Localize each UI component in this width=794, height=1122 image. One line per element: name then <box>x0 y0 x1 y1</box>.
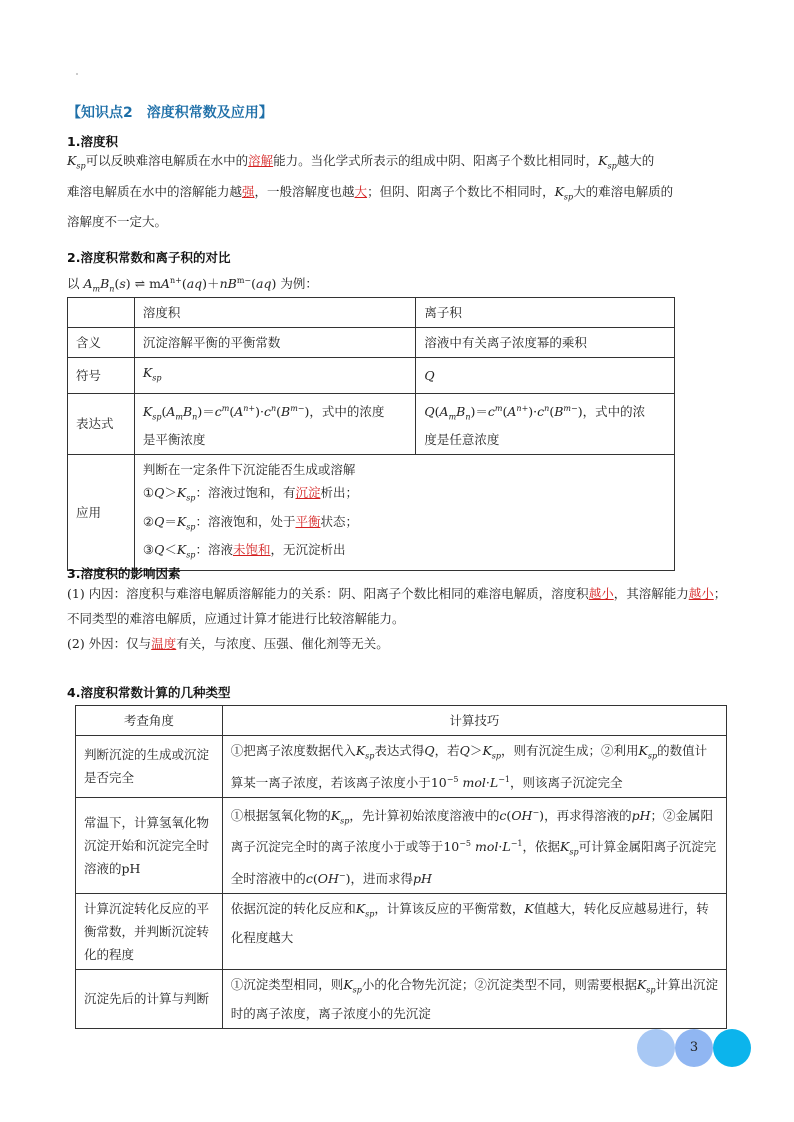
column-header: 考查角度 <box>76 706 223 736</box>
section-1-paragraph: $K_{sp}$可以反映难溶电解质在水中的溶解能力。当化学式所表示的组成中阴、阳离子个数比相同时，$K_{sp}$越大的 难溶电解质在水中的溶解能力越强，一般溶解度也越大；但阴、阳离子个数比不相同时，$K_{sp}$大的难溶电解质的 溶解度不一定大。 <box>67 153 674 229</box>
table-cell: 沉淀溶解平衡的平衡常数 <box>134 328 416 358</box>
comparison-table <box>67 297 675 571</box>
row-label: 符号 <box>68 358 135 394</box>
table-cell: ①沉淀类型相同，则$K_{sp}$小的化合物先沉淀；②沉淀类型不同，则需要根据$K_{sp}$计算出沉淀时的离子浓度，离子浓度小的先沉淀 <box>222 970 726 1029</box>
empty-header-cell <box>68 298 135 328</box>
decor-circle <box>637 1029 675 1067</box>
table-row <box>76 970 727 1029</box>
page-number-badge <box>637 1029 751 1067</box>
table-cell: $Q(A_mB_n)=c^m(A^{n+})\cdot c^n(B^{m-})$，式中的浓 度是任意浓度 <box>416 393 675 455</box>
table-cell: 判断在一定条件下沉淀能否生成或溶解 $①Q>K_{sp}$：溶液过饱和，有沉淀析出； $②Q=K_{sp}$：溶液饱和，处于平衡状态； $③Q<K_{sp}$：溶液未饱和，无沉淀析出 <box>134 455 674 571</box>
table-cell: Q <box>416 358 675 394</box>
table-cell: ①把离子浓度数据代入$K_{sp}$表达式得Q，若$Q>K_{sp}$，则有沉淀生成；②利用$K_{sp}$的数值计算某一离子浓度，若该离子浓度小于$10^{-5}$ $mol\cdot L^{-1}$，则该离子沉淀完全 <box>222 736 726 798</box>
table-cell: ①根据氢氧化物的$K_{sp}$，先计算初始浓度溶液中的c(OH−)，再求得溶液的pH；②金属阳离子沉淀完全时的离子浓度小于或等于$10^{-5}$ $mol\cdot L^{-1}$，依据$K_{sp}$可计算金属阳离子沉淀完全时溶液中的c(OH−)，进而求得pH <box>222 797 726 893</box>
table-row <box>68 328 675 358</box>
knowledge-point-title: 【知识点2 溶度积常数及应用】 <box>67 105 273 121</box>
table-row <box>68 393 675 455</box>
column-header: 溶度积 <box>134 298 416 328</box>
section-3-paragraph: (1) 内因：溶度积与难溶电解质溶解能力的关系：阴、阳离子个数比相同的难溶电解质，溶度积越小，其溶解能力越小；不同类型的难溶电解质，应通过计算才能进行比较溶解能力。 (2) 外因：仅与温度有关，与浓度、压强、催化剂等无关。 <box>67 586 727 651</box>
row-label: 沉淀先后的计算与判断 <box>76 970 223 1029</box>
page-number: 3 <box>689 1040 699 1055</box>
section-3-heading: 3.溶度积的影响因素 <box>67 566 181 581</box>
row-label: 表达式 <box>68 393 135 455</box>
table-row <box>68 358 675 394</box>
row-label: 判断沉淀的生成或沉淀是否完全 <box>76 736 223 798</box>
calculation-types-table <box>75 705 727 1029</box>
section-2-intro: 以 $A_mB_n(s)$ ⇌ $mA^{n+}(aq)+nB^{m-}(aq)$ 为例： <box>67 276 318 294</box>
section-4-heading: 4.溶度积常数计算的几种类型 <box>67 685 231 700</box>
table-cell: $K_{sp}(A_mB_n)=c^m(A^{n+})\cdot c^n(B^{m-})$，式中的浓度 是平衡浓度 <box>134 393 416 455</box>
table-cell: 溶液中有关离子浓度幂的乘积 <box>416 328 675 358</box>
column-header: 计算技巧 <box>222 706 726 736</box>
table-cell: $K_{sp}$ <box>134 358 416 394</box>
row-label: 应用 <box>68 455 135 571</box>
table-row <box>68 455 675 571</box>
row-label: 常温下，计算氢氧化物沉淀开始和沉淀完全时溶液的pH <box>76 797 223 893</box>
section-2-heading: 2.溶度积常数和离子积的对比 <box>67 250 231 265</box>
table-cell: 依据沉淀的转化反应和$K_{sp}$，计算该反应的平衡常数，K值越大，转化反应越易进行，转化程度越大 <box>222 894 726 970</box>
table-row <box>76 797 727 893</box>
table-header-row <box>68 298 675 328</box>
row-label: 含义 <box>68 328 135 358</box>
decor-circle <box>713 1029 751 1067</box>
table-row <box>76 894 727 970</box>
column-header: 离子积 <box>416 298 675 328</box>
table-row <box>76 736 727 798</box>
table-header-row <box>76 706 727 736</box>
page-mark <box>76 73 78 75</box>
section-1-heading: 1.溶度积 <box>67 134 118 149</box>
row-label: 计算沉淀转化反应的平衡常数，并判断沉淀转化的程度 <box>76 894 223 970</box>
